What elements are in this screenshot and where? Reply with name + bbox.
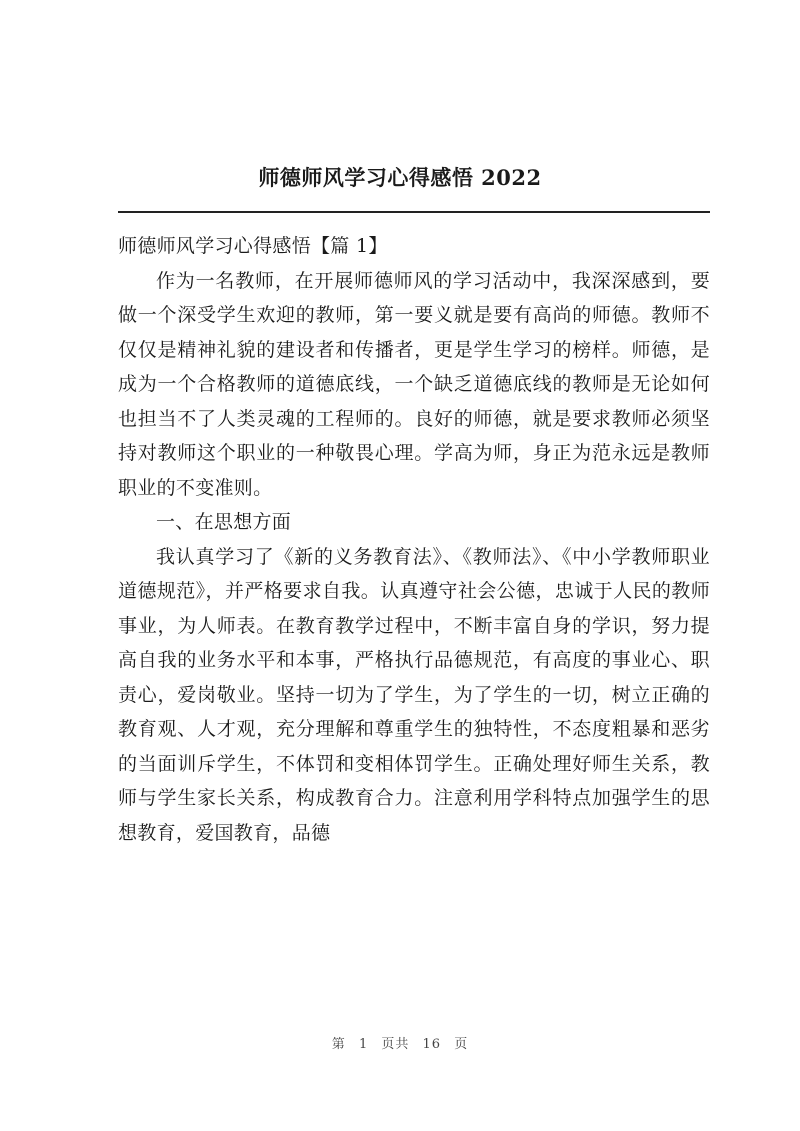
page-label-prefix: 第 xyxy=(331,1037,346,1052)
body-paragraph: 我认真学习了《新的义务教育法》、《教师法》、《中小学教师职业道德规范》，并严格要求自我。认真遵守社会公德，忠诚于人民的教师事业，为人师表。在教育教学过程中，不断丰富自身的学识，努力提高自我的业务水平和本事，严格执行品德规范，有高度的事业心、职责心，爱岗敬业。坚持一切为了学生，为了学生的一切，树立正确的教育观、人才观，充分理解和尊重学生的独特性，不态度粗暴和恶劣的当面训斥学生，不体罚和变相体罚学生。正确处理好师生关系，教师与学生家长关系，构成教育合力。注意利用学科特点加强学生的思想教育，爱国教育，品德 xyxy=(118,545,710,844)
document-title: 师德师风学习心得感悟 2022 xyxy=(258,165,542,190)
title-underline-divider xyxy=(118,211,710,213)
subsection-heading: 一、在思想方面 xyxy=(156,511,292,533)
body-paragraph: 作为一名教师，在开展师德师风的学习活动中，我深深感到，要做一个深受学生欢迎的教师，第一要义就是要有高尚的师德。教师不仅仅是精神礼貌的建设者和传播者，更是学生学习的榜样。师德，是成为一个合格教师的道德底线，一个缺乏道德底线的教师是无论如何也担当不了人类灵魂的工程师的。良好的师德，就是要求教师必须坚持对教师这个职业的一种敬畏心理。学高为师，身正为范永远是教师职业的不变准则。 xyxy=(118,269,710,499)
document-body xyxy=(118,229,710,850)
page-number-footer xyxy=(0,1033,800,1052)
page-label-middle: 页共 xyxy=(381,1037,410,1052)
current-page-number: 1 xyxy=(358,1037,369,1052)
section-heading: 师德师风学习心得感悟【篇 1】 xyxy=(118,235,388,257)
page-label-suffix: 页 xyxy=(454,1037,469,1052)
total-pages-number: 16 xyxy=(422,1037,442,1052)
